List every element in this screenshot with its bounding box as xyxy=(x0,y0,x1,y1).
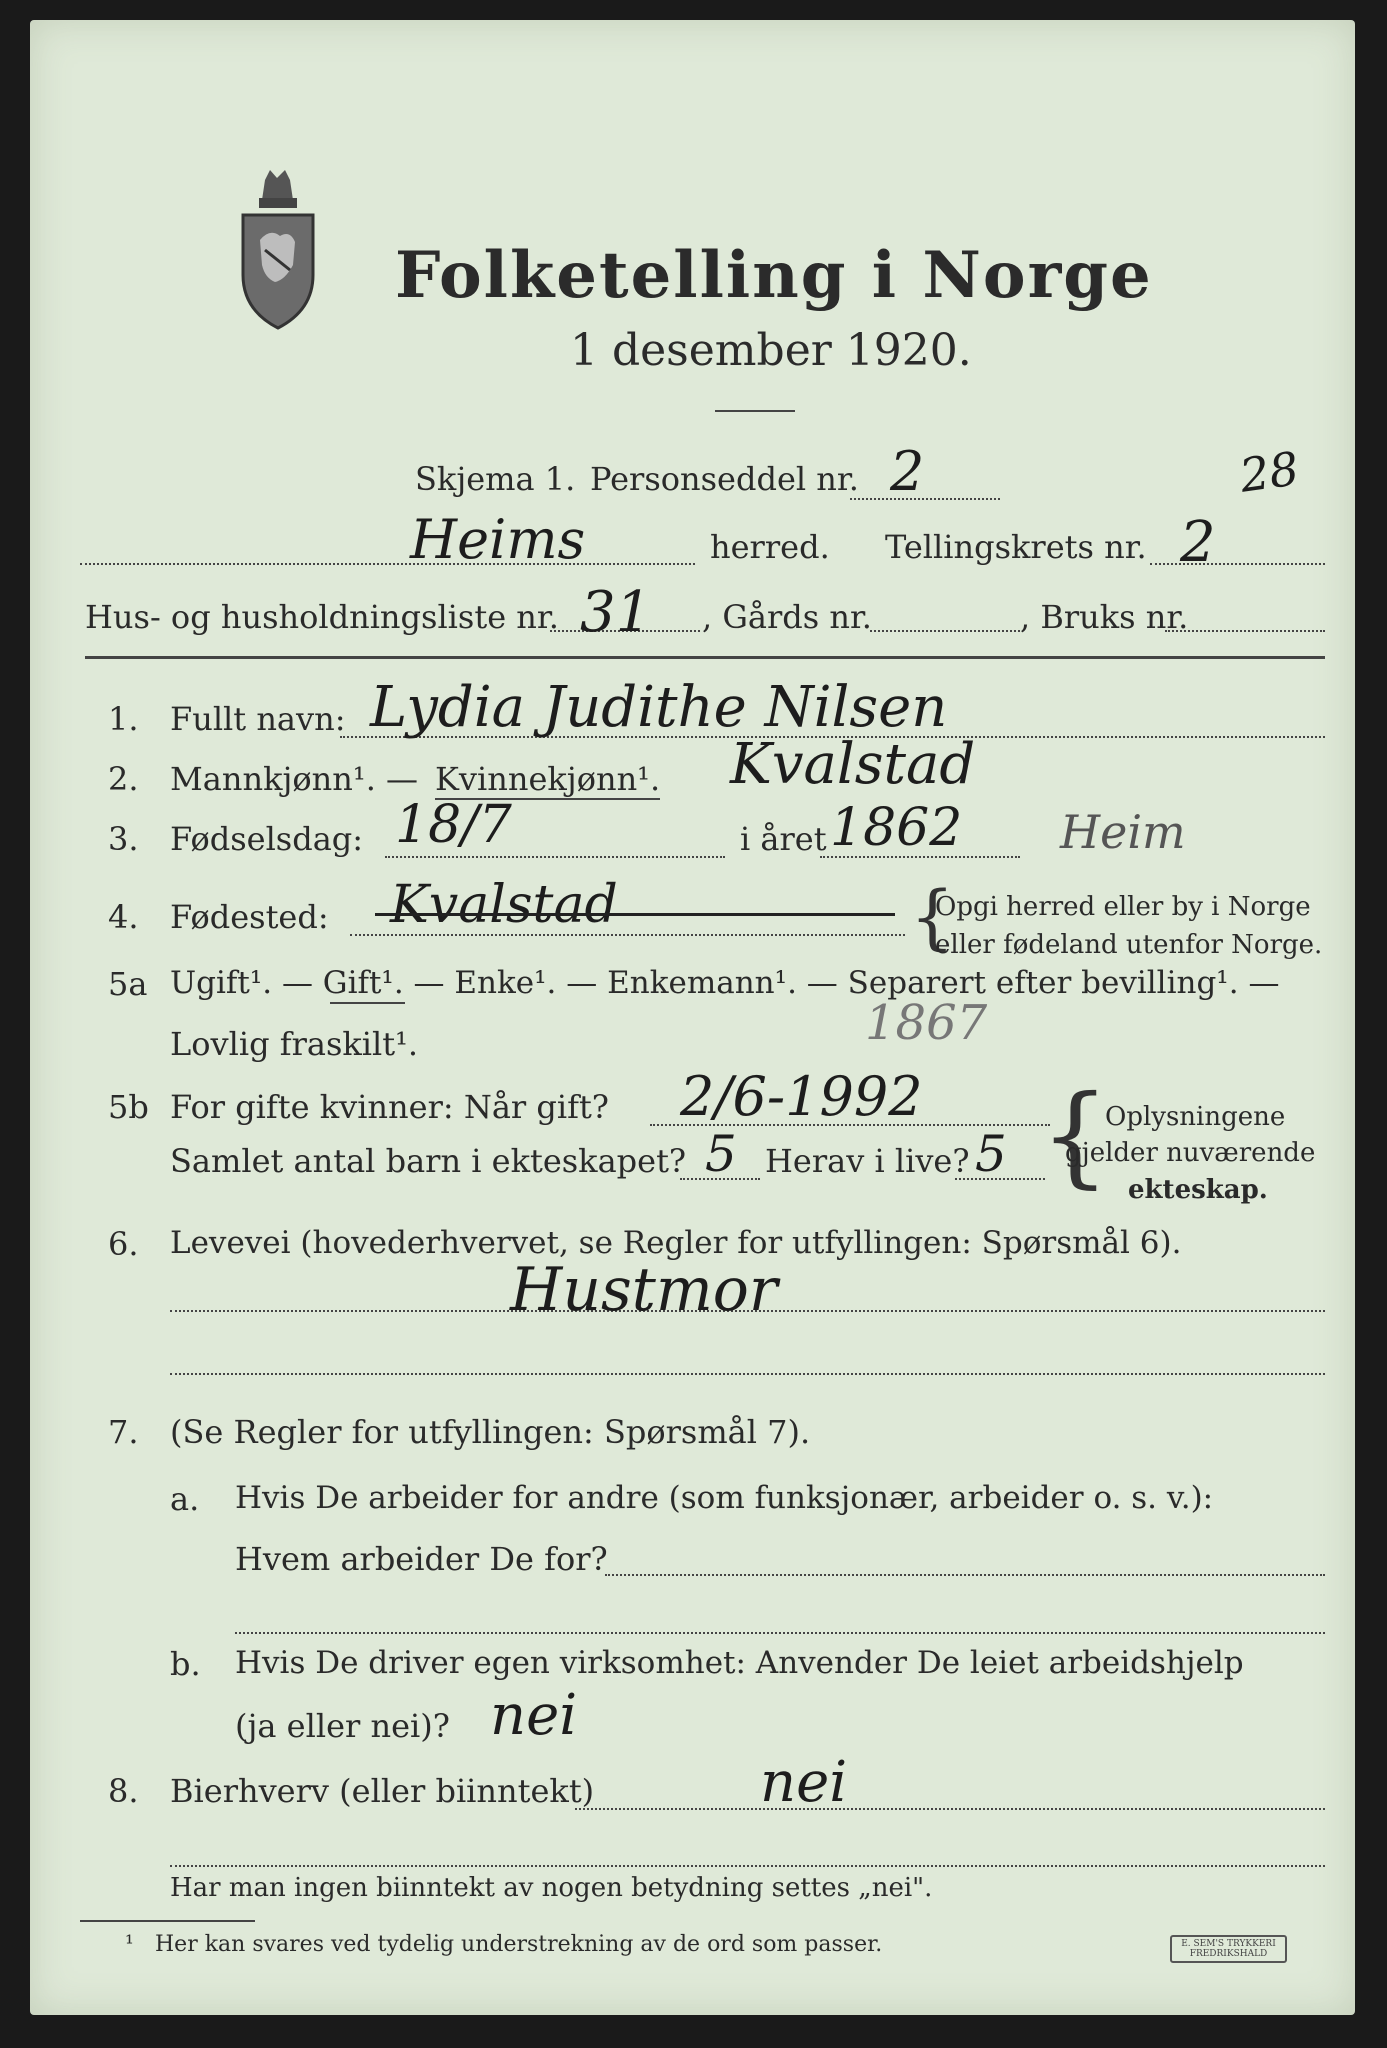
q4-note-2: eller fødeland utenfor Norge. xyxy=(935,930,1323,960)
q7-number: 7. xyxy=(108,1413,139,1451)
q4-number: 4. xyxy=(108,898,139,936)
q6-value: Hustmor xyxy=(510,1255,778,1325)
q5b-value: 2/6-1992 xyxy=(680,1065,923,1128)
q6-line-2 xyxy=(170,1373,1325,1375)
q7-label: (Se Regler for utfyllingen: Spørsmål 7). xyxy=(170,1413,811,1451)
page-title: Folketelling i Norge xyxy=(395,238,1153,313)
q2-label-mann: Mannkjønn¹. — xyxy=(170,760,419,798)
q4-brace: { xyxy=(910,876,955,958)
q5b-note-1: Oplysningene xyxy=(1105,1102,1286,1132)
hus-label: Hus- og husholdningsliste nr. xyxy=(85,598,559,636)
q3-year-label: i året xyxy=(740,820,827,858)
q1-value-2: Kvalstad xyxy=(730,732,976,797)
footnote-number: ¹ xyxy=(125,1932,134,1957)
printer-stamp: E. SEM'S TRYKKERI FREDRIKSHALD xyxy=(1170,1935,1287,1963)
tellingskrets-line xyxy=(1150,563,1325,565)
q5b-barn-label: Samlet antal barn i ekteskapet? xyxy=(170,1142,687,1180)
q3-number: 3. xyxy=(108,820,139,858)
q5b-live-value: 5 xyxy=(975,1125,1007,1183)
q7b-text: Hvis De driver egen virksomhet: Anvender De leiet arbeidshjelp xyxy=(235,1645,1244,1681)
header-rule xyxy=(85,656,1325,659)
q6-label: Levevei (hovederhvervet, se Regler for utfyllingen: Spørsmål 6). xyxy=(170,1225,1182,1261)
q5a-number: 5a xyxy=(108,965,148,1003)
tellingskrets-value: 2 xyxy=(1180,510,1216,575)
q5b-note-3: ekteskap. xyxy=(1128,1175,1268,1205)
title-divider xyxy=(715,410,795,412)
q3-value: 18/7 xyxy=(395,795,512,855)
bruks-label: , Bruks nr. xyxy=(1020,598,1189,636)
q1-label: Fullt navn: xyxy=(170,700,346,738)
bruks-line xyxy=(1165,630,1325,632)
q1-value: Lydia Judithe Nilsen xyxy=(370,675,948,740)
q5a-text-2: Lovlig fraskilt¹. xyxy=(170,1025,419,1063)
census-date: 1 desember 1920. xyxy=(570,325,972,376)
q7a-line-1 xyxy=(605,1574,1325,1576)
q7b-text-2: (ja eller nei)? xyxy=(235,1707,450,1745)
personseddel-value: 2 xyxy=(890,440,925,503)
q5a-gift-underline xyxy=(330,1002,405,1004)
q7b-value: nei xyxy=(490,1683,578,1748)
gards-label: , Gårds nr. xyxy=(702,598,872,636)
footnote-text: Her kan svares ved tydelig understrekning av de ord som passer. xyxy=(155,1932,883,1957)
q5a-text: Ugift¹. — Gift¹. — Enke¹. — Enkemann¹. — Separert efter bevilling¹. — xyxy=(170,965,1280,1001)
footer-note: Har man ingen biinntekt av nogen betydning settes „nei". xyxy=(170,1873,933,1903)
q3-year-value: 1862 xyxy=(830,798,963,858)
q8-number: 8. xyxy=(108,1772,139,1810)
q8-line-2 xyxy=(170,1865,1325,1867)
herred-label: herred. xyxy=(710,528,830,566)
q7a-text-2: Hvem arbeider De for? xyxy=(235,1540,608,1578)
q5b-label: For gifte kvinner: Når gift? xyxy=(170,1088,609,1126)
corner-note: 28 xyxy=(1236,441,1303,503)
q5b-note-2: gjelder nuværende xyxy=(1065,1138,1316,1168)
gards-line xyxy=(870,630,1020,632)
q4-label: Fødested: xyxy=(170,898,329,936)
coat-of-arms-icon xyxy=(235,170,320,330)
q4-strikethrough xyxy=(375,913,895,916)
q5b-barn-value: 5 xyxy=(705,1125,737,1183)
q7a-text: Hvis De arbeider for andre (som funksjonær, arbeider o. s. v.): xyxy=(235,1480,1214,1516)
herred-line xyxy=(80,563,695,565)
q6-number: 6. xyxy=(108,1225,139,1263)
q8-line xyxy=(575,1808,1325,1810)
q5a-extra: 1867 xyxy=(865,995,988,1051)
skjema-label: Skjema 1. xyxy=(415,460,576,498)
q5b-brace: { xyxy=(1040,1071,1110,1199)
q7b-number: b. xyxy=(170,1645,201,1683)
q2-number: 2. xyxy=(108,760,139,798)
q5b-number: 5b xyxy=(108,1088,149,1126)
q8-label: Bierhverv (eller biinntekt) xyxy=(170,1772,595,1810)
q8-value: nei xyxy=(760,1750,848,1815)
personseddel-line xyxy=(850,498,1000,500)
q3-label: Fødselsdag: xyxy=(170,820,364,858)
q4-note-1: Opgi herred eller by i Norge xyxy=(935,892,1311,922)
q4-value: Kvalstad xyxy=(390,875,618,935)
hus-value: 31 xyxy=(580,580,652,645)
q7a-number: a. xyxy=(170,1480,200,1518)
q3-line xyxy=(385,856,725,858)
personseddel-label: Personseddel nr. xyxy=(590,460,859,498)
tellingskrets-label: Tellingskrets nr. xyxy=(885,528,1147,566)
q3-extra: Heim xyxy=(1060,805,1186,859)
q7a-line-2 xyxy=(235,1632,1325,1634)
footnote-rule xyxy=(80,1920,255,1922)
q2-label-kvinne: Kvinnekjønn¹. xyxy=(435,760,661,798)
q1-number: 1. xyxy=(108,700,139,738)
q5b-live-label: Herav i live? xyxy=(765,1142,970,1180)
census-form xyxy=(30,20,1355,2015)
herred-value: Heims xyxy=(410,508,586,571)
